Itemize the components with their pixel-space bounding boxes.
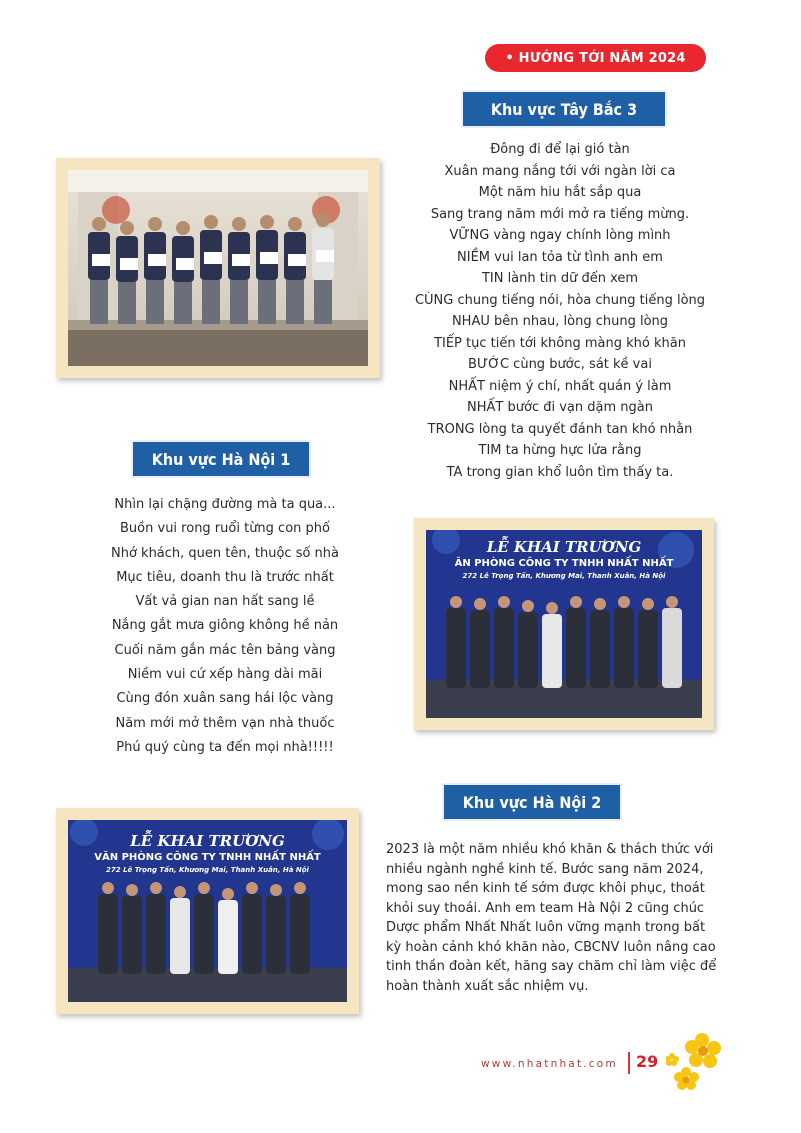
team-photo-image (68, 170, 368, 366)
flower-decoration-icon (666, 1030, 726, 1092)
poem-line: CÙNG chung tiếng nói, hòa chung tiếng lòng (414, 292, 706, 308)
page-number: 29 (636, 1052, 659, 1071)
banner-company-2: VĂN PHÒNG CÔNG TY TNHH NHẤT NHẤT (94, 852, 321, 863)
poem-line: TRONG lòng ta quyết đánh tan khó nhằn (427, 421, 693, 437)
poem-line: Vất vả gian nan hất sang lề (135, 594, 315, 610)
banner-address: 272 Lê Trọng Tấn, Khương Mai, Thanh Xuân, Hà Nội (462, 572, 666, 580)
banner-title: LỄ KHAI TRƯƠNG (486, 538, 642, 556)
photo-ha-noi-1-team (414, 518, 714, 730)
poem-line: BƯỚC cùng bước, sát kề vai (468, 357, 652, 372)
poem-tay-bac (390, 139, 730, 483)
poem-line: NHẤT bước đi vạn dặm ngàn (467, 400, 653, 415)
poem-line: Nắng gắt mưa giông không hề nản (111, 618, 339, 634)
poem-ha-noi-1 (60, 493, 390, 760)
heading-tay-bac-3: Khu vực Tây Bắc 3 (463, 92, 665, 126)
poem-line: Năm mới mở thêm vạn nhà thuốc (115, 715, 335, 731)
poem-line: TA trong gian khổ luôn tìm thấy ta. (446, 464, 674, 480)
heading-ha-noi-2: Khu vực Hà Nội 2 (444, 785, 620, 819)
poem-line: VỮNG vàng ngay chính lòng mình (449, 228, 671, 243)
photo-tay-bac-team (56, 158, 380, 378)
footer-url[interactable]: www.nhatnhat.com (481, 1058, 618, 1070)
poem-line: Niềm vui cứ xếp hàng dài mãi (127, 667, 323, 683)
poem-line: Mục tiêu, doanh thu là trước nhất (116, 569, 334, 585)
poem-line: TIN lành tin dữ đến xem (481, 271, 639, 286)
poem-line: NIỀM vui lan tỏa từ tình anh em (457, 249, 663, 265)
poem-line: Nhớ khách, quen tên, thuộc số nhà (110, 545, 339, 561)
ha-noi-2-paragraph: 2023 là một năm nhiều khó khăn & thách thức với nhiều ngành nghề kinh tế. Bước sang năm 2024, mong sao nền kinh tế sớm được khôi phục, thoát khỏi suy thoái. Anh em team Hà Nội 2 cũng chúc Dược phẩm Nhất Nhất luôn vững mạnh trong bất kỳ hoàn cảnh khó khăn nào, CBCNV luôn nâng cao tinh thần đoàn kết, hăng say chăm chỉ làm việc để hoàn thành xuất sắc nhiệm vụ. (386, 842, 717, 994)
poem-line: Buồn vui rong ruổi từng con phố (120, 521, 330, 537)
photo-ha-noi-2-team (56, 808, 359, 1014)
section-tag: • HƯỚNG TỚI NĂM 2024 (485, 44, 706, 72)
poem-line: Cùng đón xuân sang hái lộc vàng (116, 691, 334, 707)
poem-line: Cuối năm gắn mác tên bảng vàng (114, 642, 336, 658)
poem-line: NHAU bên nhau, lòng chung lòng (451, 314, 669, 329)
footer-divider (628, 1052, 630, 1074)
poem-line: TIẾP tục tiến tới không màng khó khăn (434, 335, 686, 351)
poem-line: NHẤT niệm ý chí, nhất quán ý làm (448, 378, 672, 394)
poem-line: Sang trang năm mới mở ra tiếng mừng. (430, 206, 690, 222)
banner-company: ĂN PHÒNG CÔNG TY TNHH NHẤT NHẤT (454, 558, 674, 569)
banner-title-2: LỄ KHAI TRƯƠNG (130, 832, 285, 850)
poem-line: Nhìn lại chặng đường mà ta qua... (114, 497, 336, 512)
poem-line: Phú quý cùng ta đến mọi nhà!!!!! (116, 739, 334, 755)
banner-address-2: 272 Lê Trọng Tấn, Khương Mai, Thanh Xuân, Hà Nội (106, 866, 309, 874)
poem-line: Đông đi để lại gió tàn (490, 142, 630, 157)
poem-line: Xuân mang nắng tới với ngàn lời ca (444, 163, 676, 179)
poem-line: Một năm hiu hắt sắp qua (478, 185, 642, 200)
poem-line: TIM ta hừng hực lửa rằng (478, 443, 642, 458)
heading-ha-noi-1: Khu vực Hà Nội 1 (133, 442, 309, 476)
